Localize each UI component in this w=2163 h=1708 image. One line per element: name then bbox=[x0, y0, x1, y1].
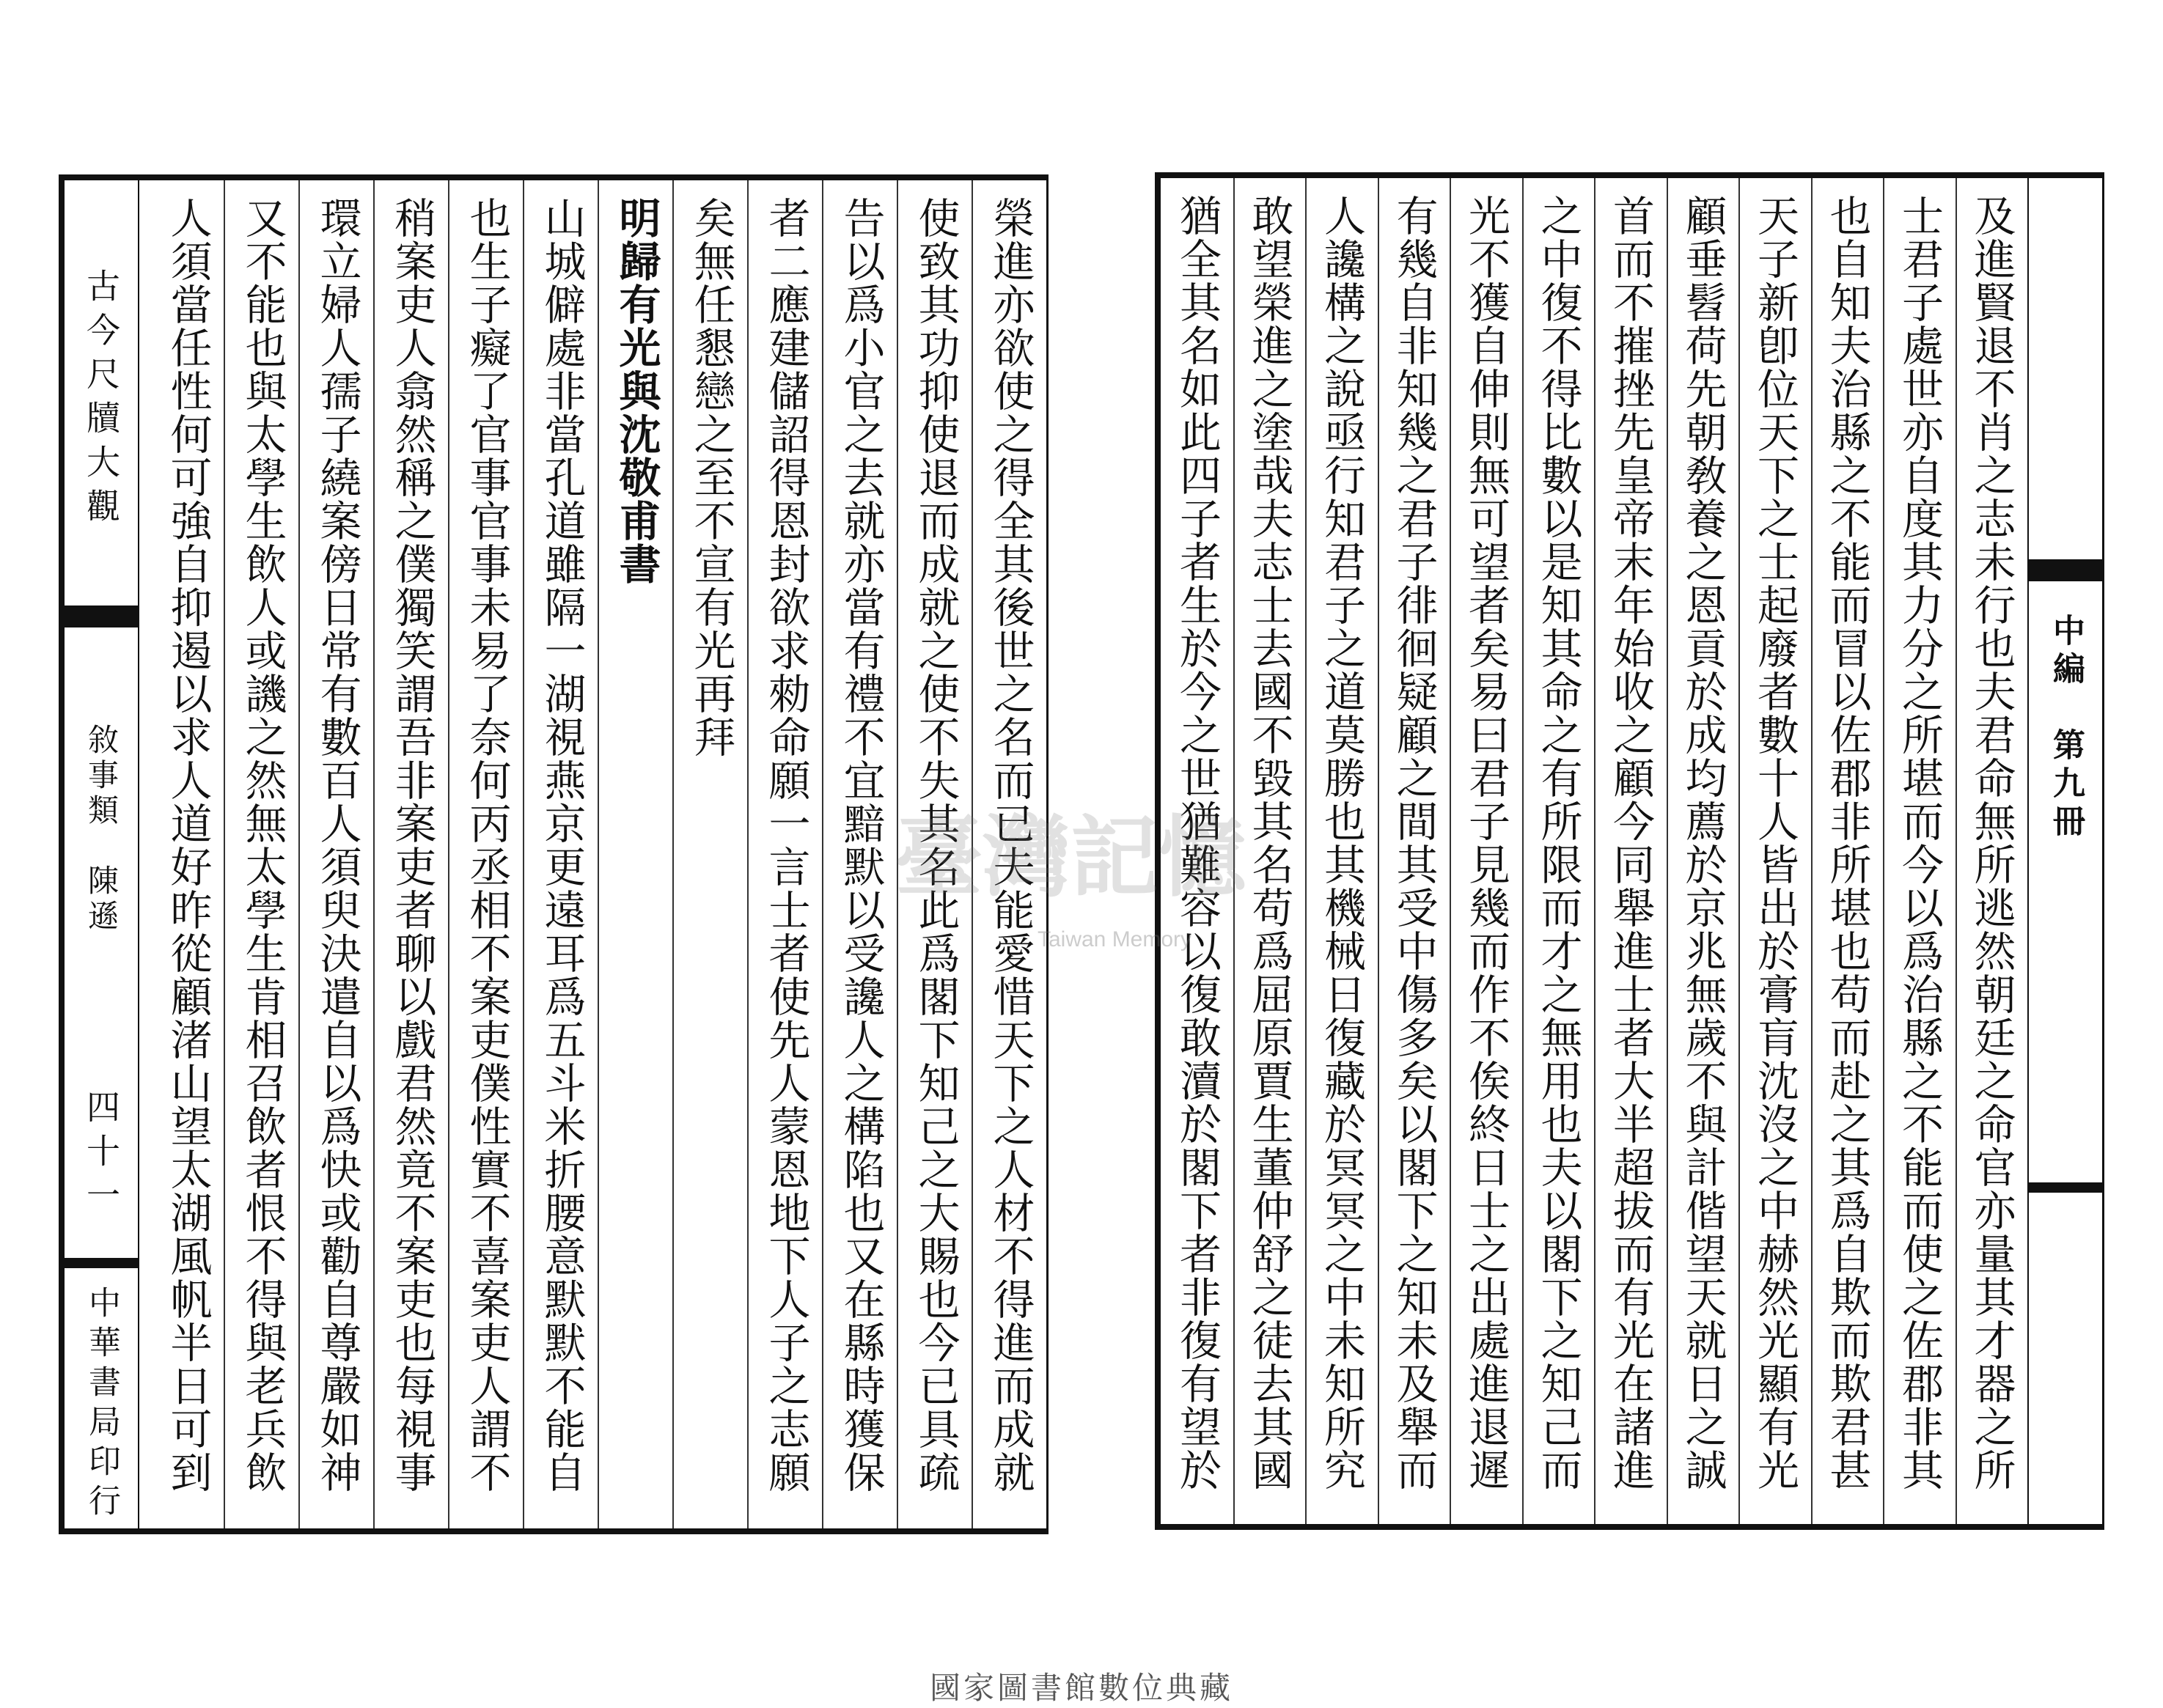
right-page bbox=[1155, 172, 2104, 1530]
section-label: 敘事類 陳遜 bbox=[84, 724, 120, 935]
text-column: 有幾自非知幾之君子徘徊疑顧之間其受中傷多矣以閣下之知未及舉而 bbox=[1378, 178, 1450, 1524]
text-column: 猶全其名如此四子者生於今之世猶難容以復敢瀆於閣下者非復有望於 bbox=[1172, 194, 1222, 1492]
divider-bar bbox=[2029, 1182, 2102, 1193]
text-column: 山城僻處非當孔道雖隔一湖視燕京更遠耳爲五斗米折腰意默默不能自 bbox=[523, 180, 598, 1528]
text-column: 又不能也與太學生飲人或譏之然無太學生肯相召飲者恨不得與老兵飲 bbox=[224, 180, 298, 1528]
text-column: 人須當任性何可強自抑遏以求人道好昨從顧渚山望太湖風帆半日可到 bbox=[164, 196, 212, 1494]
fishtail-mark bbox=[65, 605, 138, 627]
text-column: 顧垂髫荷先朝敎養之恩貢於成均薦於京兆無歲不與計偕望天就日之誠 bbox=[1667, 178, 1739, 1524]
page-number: 四十一 bbox=[81, 1089, 121, 1221]
text-column: 首而不摧挫先皇帝末年始收之顧今同舉進士者大半超拔而有光在諸進 bbox=[1594, 178, 1667, 1524]
text-column: 榮進亦欲使之得全其後世之名而已夫能愛惜天下之人材不得進而成就 bbox=[972, 180, 1046, 1528]
volume-label: 中編 第九冊 bbox=[2047, 614, 2085, 842]
watermark-subtext: Taiwan Memory bbox=[1037, 927, 1192, 951]
fishtail-mark bbox=[2029, 559, 2102, 581]
text-column: 告以爲小官之去就亦當有禮不宜黯默以受讒人之構陷也又在縣時獲保 bbox=[822, 180, 897, 1528]
text-column: 也自知夫治縣之不能而冒以佐郡非所堪也苟而赴之其爲自欺而欺君甚 bbox=[1811, 178, 1884, 1524]
footer-credit: 國家圖書館數位典藏 bbox=[929, 1670, 1233, 1706]
right-text-columns bbox=[1161, 178, 2027, 1524]
text-column: 使致其功抑使退而成就之使不失其名此爲閣下知己之大賜也今已具疏 bbox=[897, 180, 972, 1528]
text-column: 稍案吏人翕然稱之僕獨笑謂吾非案吏者聊以戲君然竟不案吏也每視事 bbox=[373, 180, 448, 1528]
text-column: 光不獲自伸則無可望者矣易曰君子見幾而作不俟終日士之出處進退遲 bbox=[1450, 178, 1522, 1524]
text-column: 者二應建儲詔得恩封欲求勑命願一言士者使先人蒙恩地下人子之志願 bbox=[747, 180, 822, 1528]
right-margin-strip bbox=[2027, 178, 2102, 1524]
watermark-logo: 臺灣記憶 bbox=[895, 806, 1246, 909]
text-column: 也生子癡了官事官事未易了奈何丙丞相不案吏僕性實不喜案吏人謂不 bbox=[448, 180, 523, 1528]
divider-bar bbox=[65, 1258, 138, 1268]
left-margin-strip bbox=[65, 180, 139, 1528]
text-column: 敢望榮進之塗哉夫志士去國不毀其名苟爲屈原賈生董仲舒之徒去其國 bbox=[1233, 178, 1306, 1524]
text-column: 天子新卽位天下之士起廢者數十人皆出於膏肓沈沒之中赫然光顯有光 bbox=[1738, 178, 1811, 1524]
letter-title: 明歸有光與沈敬甫書 bbox=[598, 180, 672, 1528]
text-column: 矣無任懇戀之至不宣有光再拜 bbox=[672, 180, 747, 1528]
text-column: 之中復不得比數以是知其命之有所限而才之無用也夫以閣下之知己而 bbox=[1522, 178, 1595, 1524]
publisher-label: 中華書局印行 bbox=[83, 1286, 120, 1523]
book-title: 古今尺牘大觀 bbox=[81, 268, 121, 532]
text-column: 人讒構之說亟行知君子之道莫勝也其機械日復藏於冥冥之中未知所究 bbox=[1305, 178, 1378, 1524]
text-column: 及進賢退不肖之志未行也夫君命無所逃然朝廷之命官亦量其才器之所 bbox=[1955, 178, 2028, 1524]
text-column: 士君子處世亦自度其力分之所堪而今以爲治縣之不能而使之佐郡非其 bbox=[1883, 178, 1955, 1524]
text-column: 環立婦人孺子繞案傍日常有數百人須臾決遣自以爲快或勸自尊嚴如神 bbox=[298, 180, 373, 1528]
